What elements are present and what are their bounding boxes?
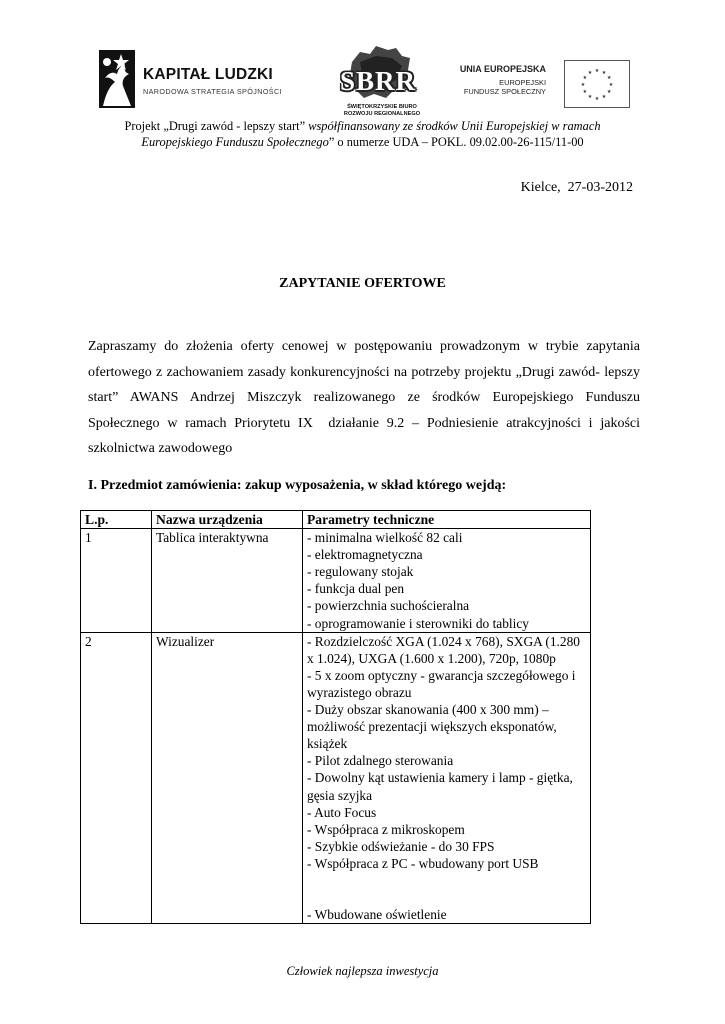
header-device-name: Nazwa urządzenia — [152, 511, 303, 529]
row-parameters — [303, 529, 591, 633]
footer-slogan: Człowiek najlepsza inwestycja — [286, 964, 439, 978]
eu-star-icon: ★ — [608, 83, 614, 88]
row-lp: 2 — [81, 632, 152, 923]
document-date: Kielce, 27-03-2012 — [520, 180, 633, 195]
kapital-ludzki-name: KAPITAŁ LUDZKI — [143, 66, 273, 83]
param-line: - Wbudowane oświetlenie — [307, 906, 447, 922]
param-line: - oprogramowanie i sterowniki do tablicy — [307, 615, 530, 631]
eu-star-icon: ★ — [594, 97, 600, 102]
eu-line2: EUROPEJSKI — [499, 78, 546, 87]
eu-line1: UNIA EUROPEJSKA — [459, 64, 546, 74]
eu-logo — [459, 60, 630, 108]
sbrr-acronym: SBRR — [340, 66, 417, 96]
row-lp: 1 — [81, 529, 152, 633]
param-line: - Duży obszar skanowania (400 x 300 mm) – możliwość prezentacji większych eksponatów, książek — [307, 702, 557, 752]
param-line: - Współpraca z PC - wbudowany port USB — [307, 855, 539, 871]
table-row — [81, 632, 591, 923]
eu-stars-icon — [565, 61, 629, 107]
eu-star-icon: ★ — [587, 95, 593, 101]
header-parameters: Parametry techniczne — [303, 511, 591, 529]
project-fund: Europejskiego Funduszu Społecznego — [141, 135, 329, 149]
param-line: - Pilot zdalnego sterowania — [307, 753, 454, 769]
eu-star-icon: ★ — [606, 76, 612, 81]
param-line: - elektromagnetyczna — [307, 547, 423, 563]
sbrr-caption — [340, 104, 424, 117]
param-line: - Dowolny kąt ustawienia kamery i lamp - giętka, gęsia szyjka — [307, 770, 573, 803]
eu-star-icon: ★ — [601, 70, 607, 76]
param-line: - Współpraca z mikroskopem — [307, 821, 465, 837]
param-gap — [307, 872, 586, 906]
sbrr-logo — [330, 44, 430, 122]
eu-star-icon: ★ — [582, 76, 588, 81]
row-device-name: Wizualizer — [152, 632, 303, 923]
table-row — [81, 529, 591, 633]
project-cofinance: współfinansowany ze środków Unii Europejskiej w ramach — [308, 119, 601, 133]
param-line: - 5 x zoom optyczny - gwarancja szczegółowego i wyrazistego obrazu — [307, 667, 576, 700]
param-line: - minimalna wielkość 82 cali — [307, 530, 463, 546]
row-parameters — [303, 632, 591, 923]
project-name: Projekt „Drugi zawód - lepszy start” — [124, 119, 309, 133]
eu-star-icon: ★ — [606, 90, 612, 95]
param-line: - regulowany stojak — [307, 564, 414, 580]
param-line: - Rozdzielczość XGA (1.024 x 768), SXGA (1.280 x 1.024), UXGA (1.600 x 1.200), 720p, 1080p — [307, 633, 580, 666]
param-line: - Szybkie odświeżanie - do 30 FPS — [307, 838, 495, 854]
eu-star-icon: ★ — [594, 69, 600, 74]
equipment-table — [80, 510, 591, 924]
eu-star-icon: ★ — [601, 95, 607, 101]
kapital-ludzki-subtitle: NARODOWA STRATEGIA SPÓJNOŚCI — [143, 87, 282, 96]
table-header-row — [81, 511, 591, 529]
eu-flag-icon — [564, 60, 630, 108]
intro-paragraph: Zapraszamy do złożenia oferty cenowej w postępowaniu prowadzonym w trybie zapytania ofertowego z zachowaniem zasady konkurencyjności na potrzeby projektu „Drugi zawód- lepszy start” AWANS Andrzej Miszczyk realizowanego ze środków Europejskiego Funduszu Społecznego w ramach Priorytetu IX działanie 9.2 – Podniesienie atrakcyjności i jakości szkolnictwa zawodowego — [88, 339, 644, 456]
row-device-name: Tablica interaktywna — [152, 529, 303, 633]
sbrr-caption-line1: ŚWIĘTOKRZYSKIE BIURO — [347, 104, 417, 110]
project-line-2 — [40, 134, 685, 150]
document-title: ZAPYTANIE OFERTOWE — [279, 276, 446, 291]
eu-star-icon: ★ — [580, 83, 586, 88]
param-line: - funkcja dual pen — [307, 581, 405, 597]
kapital-ludzki-emblem-icon — [95, 48, 139, 110]
eu-star-icon: ★ — [587, 70, 593, 76]
sbrr-caption-line2: ROZWOJU REGIONALNEGO — [343, 110, 421, 117]
project-line-1 — [40, 118, 685, 134]
param-line: - Auto Focus — [307, 804, 377, 820]
kapital-ludzki-logo — [95, 48, 295, 110]
project-number: ” o numerze UDA – POKL. 09.02.00-26-115/11-00 — [328, 135, 584, 149]
header-lp: L.p. — [81, 511, 152, 529]
section-heading: I. Przedmiot zamówienia: zakup wyposażenia, w skład którego wejdą: — [88, 478, 507, 493]
eu-line3: FUNDUSZ SPOŁECZNY — [463, 87, 546, 96]
eu-star-icon: ★ — [582, 90, 588, 95]
param-line: - powierzchnia suchościeralna — [307, 598, 470, 614]
